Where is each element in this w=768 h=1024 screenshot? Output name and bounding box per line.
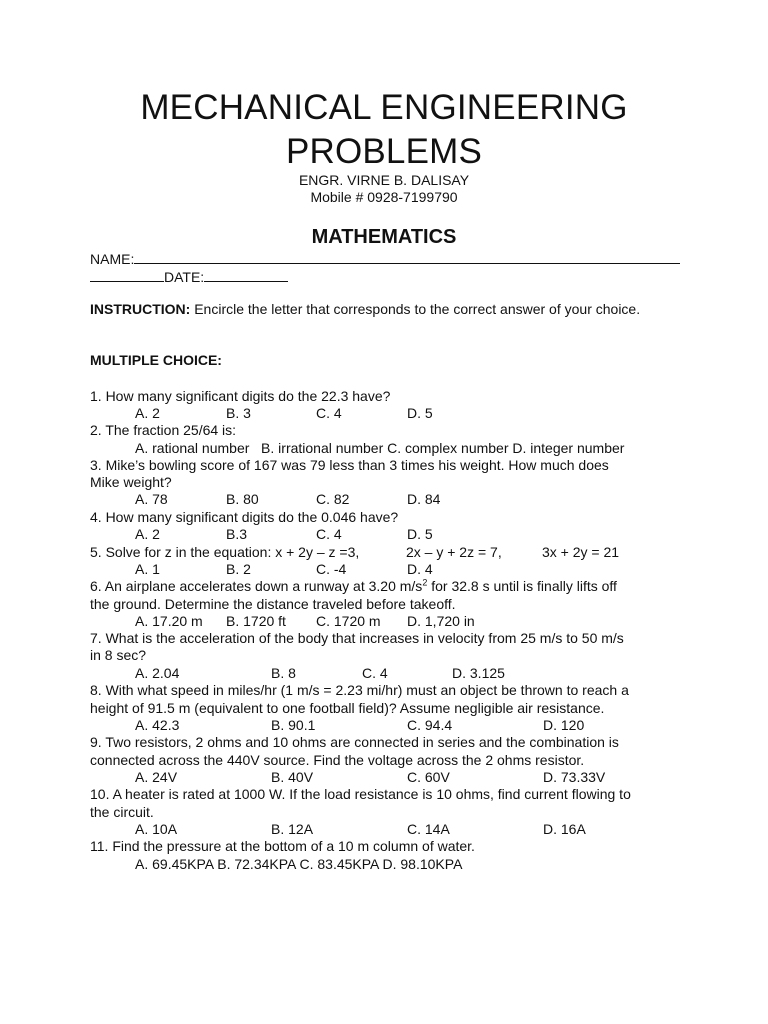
- question-4: 4. How many significant digits do the 0.046 have?: [90, 509, 399, 525]
- question-9-line-1: 9. Two resistors, 2 ohms and 10 ohms are connected in series and the combination is: [90, 734, 619, 750]
- question-10-line-1: 10. A heater is rated at 1000 W. If the load resistance is 10 ohms, find current flowing to: [90, 786, 631, 802]
- option[interactable]: B. 40V: [271, 769, 314, 785]
- option[interactable]: B.3: [226, 526, 248, 542]
- instruction: [90, 301, 680, 318]
- question-5-equation-1: 5. Solve for z in the equation: x + 2y – z =3,: [90, 544, 360, 560]
- option[interactable]: D. 16A: [543, 821, 586, 837]
- option[interactable]: B. 1720 ft: [226, 613, 286, 629]
- option[interactable]: C. 60V: [407, 769, 450, 785]
- instruction-label: INSTRUCTION:: [90, 301, 191, 317]
- name-label: NAME:: [90, 251, 135, 267]
- section-label: MULTIPLE CHOICE:: [90, 352, 222, 368]
- date-prefix-blank[interactable]: [90, 268, 164, 282]
- option[interactable]: A. 78: [135, 491, 168, 507]
- option[interactable]: C. 1720 m: [316, 613, 381, 629]
- option[interactable]: A. 10A: [135, 821, 178, 837]
- option[interactable]: D. 84: [407, 491, 441, 507]
- question-5-equation-2: 2x – y + 2z = 7,: [406, 544, 502, 560]
- name-blank[interactable]: [134, 250, 680, 264]
- author-mobile: Mobile # 0928-7199790: [310, 189, 458, 205]
- question-6-line-1: [90, 578, 617, 595]
- option[interactable]: D. 1,720 in: [407, 613, 475, 629]
- question-7-line-1: 7. What is the acceleration of the body that increases in velocity from 25 m/s to 50 m/s: [90, 630, 624, 646]
- option[interactable]: D. 3.125: [452, 665, 505, 681]
- option[interactable]: A. 2: [135, 526, 160, 542]
- option[interactable]: B. 8: [271, 665, 296, 681]
- question-3-line-2: Mike weight?: [90, 474, 172, 490]
- question-2: 2. The fraction 25/64 is:: [90, 422, 237, 438]
- option[interactable]: C. 4: [362, 665, 388, 681]
- option[interactable]: B. 12A: [271, 821, 314, 837]
- question-8-line-1: 8. With what speed in miles/hr (1 m/s = 2.23 mi/hr) must an object be thrown to reach a: [90, 682, 629, 698]
- option[interactable]: D. 120: [543, 717, 585, 733]
- option[interactable]: B. 90.1: [271, 717, 316, 733]
- question-1: 1. How many significant digits do the 22.3 have?: [90, 388, 391, 404]
- option[interactable]: C. 94.4: [407, 717, 453, 733]
- option[interactable]: A. 1: [135, 561, 160, 577]
- option[interactable]: A. 24V: [135, 769, 178, 785]
- option[interactable]: C. 82: [316, 491, 350, 507]
- date-row: [90, 268, 288, 286]
- exponent: 2: [422, 577, 428, 588]
- question-6-text-cont: for 32.8 s until is finally lifts off: [427, 578, 617, 594]
- instruction-text: Encircle the letter that corresponds to the correct answer of your choice.: [194, 301, 641, 317]
- name-row: [90, 250, 680, 268]
- option[interactable]: C. 14A: [407, 821, 450, 837]
- question-6-text: 6. An airplane accelerates down a runway at 3.20 m/s: [90, 578, 423, 594]
- question-3-line-1: 3. Mike’s bowling score of 167 was 79 less than 3 times his weight. How much does: [90, 457, 609, 473]
- question-5-equation-3: 3x + 2y = 21: [542, 544, 620, 560]
- option[interactable]: A. 17.20 m: [135, 613, 203, 629]
- option[interactable]: D. 5: [407, 526, 433, 542]
- option-line[interactable]: A. rational number B. irrational number C. complex number D. integer number: [135, 440, 625, 456]
- subject-heading: MATHEMATICS: [311, 226, 457, 248]
- question-8-line-2: height of 91.5 m (equivalent to one football field)? Assume negligible air resistance.: [90, 700, 605, 716]
- question-7-line-2: in 8 sec?: [90, 647, 147, 663]
- question-6-line-2: the ground. Determine the distance traveled before takeoff.: [90, 596, 456, 612]
- date-blank[interactable]: [204, 268, 288, 282]
- option[interactable]: C. -4: [316, 561, 347, 577]
- question-11: 11. Find the pressure at the bottom of a 10 m column of water.: [90, 838, 475, 854]
- page-title-line-1: MECHANICAL ENGINEERING: [140, 88, 628, 127]
- author-name: ENGR. VIRNE B. DALISAY: [298, 172, 470, 188]
- question-9-line-2: connected across the 440V source. Find the voltage across the 2 ohms resistor.: [90, 752, 585, 768]
- option[interactable]: B. 3: [226, 405, 251, 421]
- option[interactable]: A. 42.3: [135, 717, 180, 733]
- option[interactable]: C. 4: [316, 405, 342, 421]
- option[interactable]: D. 4: [407, 561, 433, 577]
- option[interactable]: D. 5: [407, 405, 433, 421]
- page-title-line-2: PROBLEMS: [285, 132, 483, 171]
- option[interactable]: B. 80: [226, 491, 259, 507]
- question-10-line-2: the circuit.: [90, 804, 154, 820]
- option[interactable]: C. 4: [316, 526, 342, 542]
- option[interactable]: A. 2.04: [135, 665, 180, 681]
- option[interactable]: A. 2: [135, 405, 160, 421]
- option[interactable]: D. 73.33V: [543, 769, 606, 785]
- option[interactable]: B. 2: [226, 561, 251, 577]
- date-label: DATE:: [164, 269, 205, 285]
- option-line[interactable]: A. 69.45KPA B. 72.34KPA C. 83.45KPA D. 98.10KPA: [135, 856, 463, 872]
